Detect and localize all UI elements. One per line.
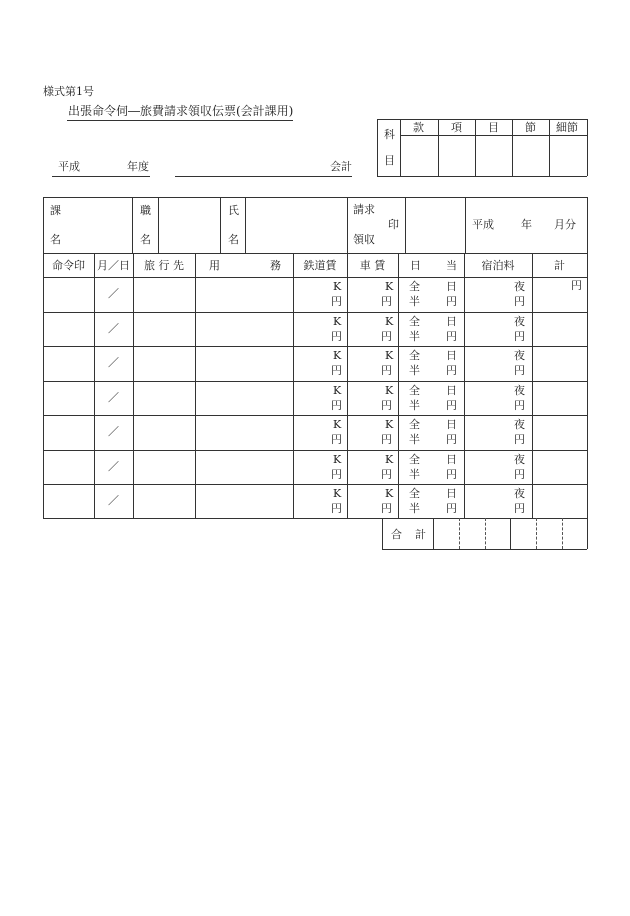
account-col-setsu: 節 [525,121,536,134]
diem-yen: 円 [446,330,457,343]
info-mei-2: 名 [140,233,151,246]
col-nichi: 日 [410,259,421,272]
railway-k: K [333,384,342,397]
col-railway: 鉄道賃 [303,259,337,272]
car-yen: 円 [381,502,392,515]
info-shoku: 職 [140,204,151,217]
diem-zen: 全 [409,280,420,293]
col-total: 計 [554,259,565,272]
diem-yen: 円 [446,399,457,412]
date-slash: ／ [108,494,119,507]
account-col-moku: 目 [488,121,499,134]
form-number: 様式第1号 [43,85,94,98]
info-getsubun: 月分 [554,218,576,231]
col-meireiin: 命令印 [52,259,85,272]
railway-yen: 円 [331,295,342,308]
info-mei-3: 名 [228,233,239,246]
total-yen-mark: 円 [571,279,582,292]
car-yen: 円 [381,295,392,308]
diem-nichi: 日 [446,418,457,431]
diem-yen: 円 [446,502,457,515]
diem-nichi: 日 [446,453,457,466]
car-k: K [385,487,394,500]
account-moku: 目 [384,154,395,167]
info-ka: 課 [50,204,61,217]
lodging-yoru: 夜 [514,453,525,466]
date-slash: ／ [108,460,119,473]
col-lodging: 宿泊料 [481,259,515,272]
account-col-kou: 項 [451,121,462,134]
diem-han: 半 [409,433,420,446]
lodging-yoru: 夜 [514,384,525,397]
lodging-yoru: 夜 [514,315,525,328]
lodging-yoru: 夜 [514,280,525,293]
railway-k: K [333,487,342,500]
railway-yen: 円 [331,399,342,412]
diem-nichi: 日 [446,280,457,293]
info-nen: 年 [521,218,532,231]
diem-zen: 全 [409,315,420,328]
col-date: 月／日 [97,259,130,272]
info-heisei: 平成 [472,218,494,231]
diem-han: 半 [409,295,420,308]
railway-k: K [333,453,342,466]
diem-yen: 円 [446,468,457,481]
lodging-yen: 円 [514,468,525,481]
account-col-saisetsu: 細節 [556,121,578,134]
diem-yen: 円 [446,364,457,377]
car-k: K [385,418,394,431]
diem-han: 半 [409,330,420,343]
col-tou: 当 [446,259,457,272]
lodging-yen: 円 [514,330,525,343]
col-car: 車 賃 [359,259,386,272]
railway-yen: 円 [331,330,342,343]
railway-k: K [333,349,342,362]
diem-han: 半 [409,399,420,412]
lodging-yen: 円 [514,433,525,446]
col-destination: 旅 行 先 [144,259,184,272]
date-slash: ／ [108,287,119,300]
car-yen: 円 [381,364,392,377]
diem-nichi: 日 [446,349,457,362]
lodging-yoru: 夜 [514,349,525,362]
diem-yen: 円 [446,295,457,308]
lodging-yen: 円 [514,502,525,515]
col-mu: 務 [270,259,281,272]
car-yen: 円 [381,330,392,343]
year-label: 年度 [127,160,149,173]
diem-nichi: 日 [446,384,457,397]
lodging-yoru: 夜 [514,487,525,500]
info-seikyu: 請求 [353,203,375,216]
diem-zen: 全 [409,418,420,431]
railway-yen: 円 [331,433,342,446]
railway-k: K [333,418,342,431]
kaikei-label: 会計 [330,160,352,173]
total-label-kei: 計 [415,528,426,541]
car-k: K [385,384,394,397]
car-yen: 円 [381,468,392,481]
railway-yen: 円 [331,364,342,377]
car-k: K [385,453,394,466]
kaikei-underline [175,176,352,177]
info-mei-1: 名 [50,233,61,246]
diem-han: 半 [409,502,420,515]
diem-zen: 全 [409,487,420,500]
date-slash: ／ [108,391,119,404]
diem-zen: 全 [409,453,420,466]
car-k: K [385,349,394,362]
lodging-yoru: 夜 [514,418,525,431]
info-shi: 氏 [228,204,239,217]
diem-han: 半 [409,364,420,377]
info-in: 印 [388,218,399,231]
col-you: 用 [209,259,220,272]
diem-zen: 全 [409,384,420,397]
railway-k: K [333,315,342,328]
date-slash: ／ [108,322,119,335]
date-slash: ／ [108,356,119,369]
car-yen: 円 [381,433,392,446]
lodging-yen: 円 [514,364,525,377]
date-slash: ／ [108,425,119,438]
diem-nichi: 日 [446,487,457,500]
diem-nichi: 日 [446,315,457,328]
diem-han: 半 [409,468,420,481]
form-title: 出張命令伺―旅費請求領収伝票(会計課用) [68,104,294,118]
diem-zen: 全 [409,349,420,362]
car-k: K [385,315,394,328]
railway-yen: 円 [331,502,342,515]
car-k: K [385,280,394,293]
year-underline [52,176,150,177]
year-era: 平成 [58,160,80,173]
title-underline [67,120,293,121]
info-ryoshu: 領収 [353,233,375,246]
railway-yen: 円 [331,468,342,481]
diem-yen: 円 [446,433,457,446]
total-label-gou: 合 [391,528,402,541]
account-ka: 科 [384,128,395,141]
lodging-yen: 円 [514,399,525,412]
car-yen: 円 [381,399,392,412]
lodging-yen: 円 [514,295,525,308]
account-col-kan: 款 [413,121,424,134]
railway-k: K [333,280,342,293]
